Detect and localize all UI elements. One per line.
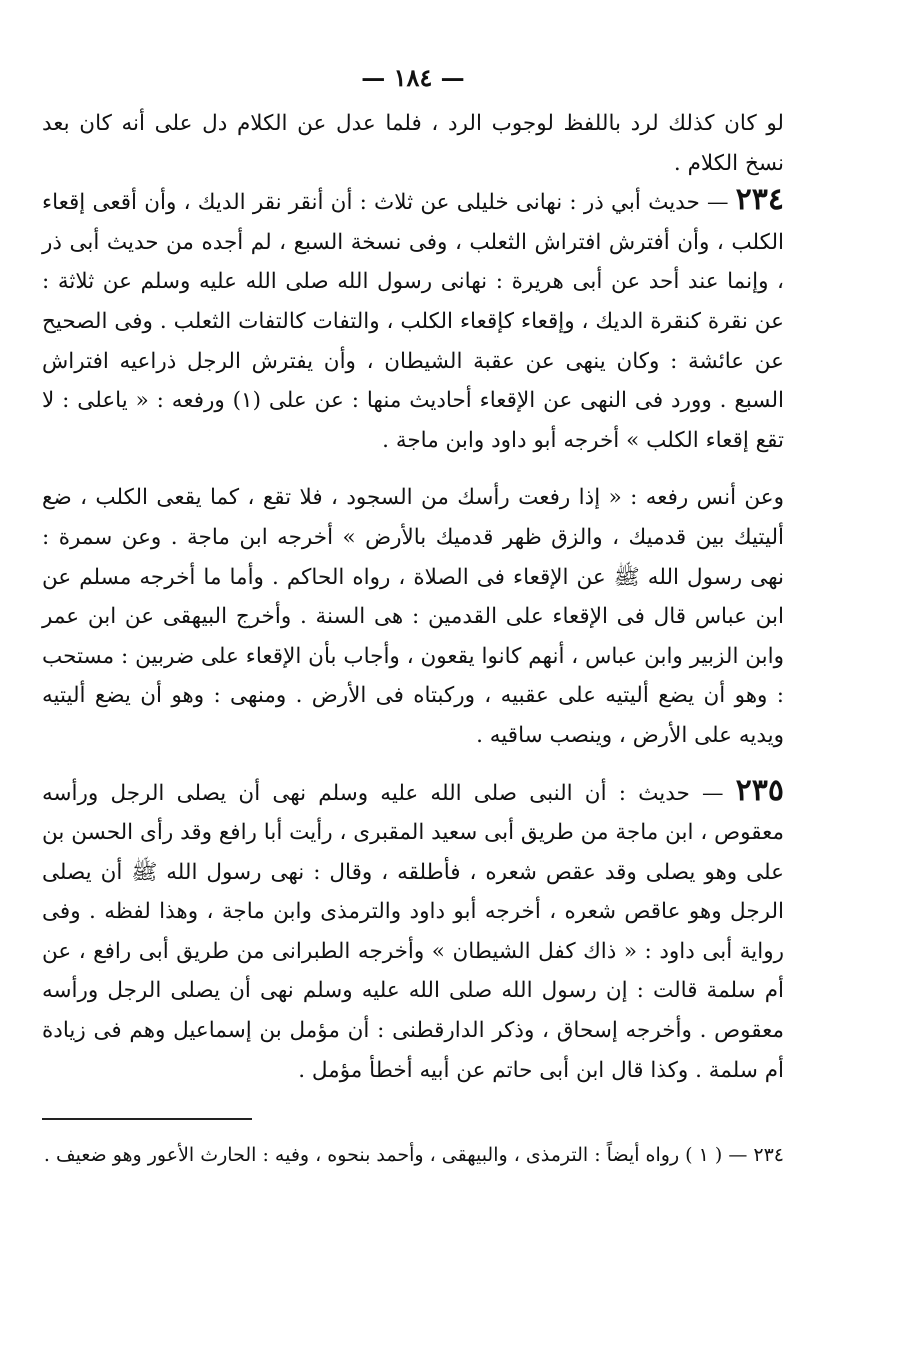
paragraph-text: وعن أنس رفعه : « إذا رفعت رأسك من السجود ، فلا تقع ، كما يقعى الكلب ، ضع أليتيك بين قدميك ، والزق ظهر قدميك بالأرض » أخرجه ابن ماجة . وعن سمرة : نهى رسول الله ﷺ عن الإقعاء فى الصلاة ، رواه الحاكم . وأما ما أخرجه مسلم عن ابن عباس قال فى الإقعاء على القدمين : هى السنة . وأخرج البيهقى عن ابن عمر وابن الزبير وابن عباس ، أنهم كانوا يقعون ، وأجاب بأن الإقعاء على ضربين : مستحب : وهو أن يضع أليتيه على عقبيه ، وركبتاه فى الأرض . ومنهى : وهو أن يضع أليتيه ويديه على الأرض ، وينصب ساقيه .: [42, 485, 784, 748]
paragraph-text: لو كان كذلك لرد باللفظ لوجوب الرد ، فلما عدل عن الكلام دل على أنه كان بعد نسخ الكلام .: [42, 111, 784, 176]
hadith-number: ٢٣٤: [735, 182, 784, 218]
paragraph-hadith-235: [42, 774, 784, 1091]
page-number: — ١٨٤ —: [361, 63, 465, 92]
paragraph-text: — حديث : أن النبى صلى الله عليه وسلم نهى أن يصلى الرجل ورأسه معقوص ، ابن ماجة من طريق أبى سعيد المقبرى ، رأيت أبا رافع وقد رأى الحسن بن على وهو يصلى وقد عقص شعره ، فأطلقه ، وقال : نهى رسول الله ﷺ أن يصلى الرجل وهو عاقص شعره ، أخرجه أبو داود والترمذى وابن ماجة ، وهذا لفظه . وفى رواية أبى داود : « ذاك كفل الشيطان » وأخرجه الطبرانى من طريق أبى رافع ، عن أم سلمة قالت : إن رسول الله صلى الله عليه وسلم نهى أن يصلى الرجل ورأسه معقوص . وأخرجه إسحاق ، وذكر الدارقطنى : أن مؤمل بن إسماعيل وهم فى زيادة أم سلمة . وكذا قال ابن أبى حاتم عن أبيه أخطأ مؤمل .: [42, 780, 784, 1083]
footnote-separator: [42, 1118, 252, 1120]
paragraph-text: — حديث أبي ذر : نهانى خليلى عن ثلاث : أن أنقر نقر الديك ، وأن أقعى إقعاء الكلب ، وأن أفترش افتراش الثعلب ، وفى نسخة السبع ، لم أجده من حديث أبى ذر ، وإنما عند أحد عن أبى هريرة : نهانى رسول الله صلى الله عليه وسلم عن ثلاثة : عن نقرة كنقرة الديك ، وإقعاء كإقعاء الكلب ، والتفات كالتفات الثعلب . وفى الصحيح عن عائشة : وكان ينهى عن عقبة الشيطان ، وأن يفترش الرجل ذراعيه افتراش السبع . وورد فى النهى عن الإقعاء أحاديث منها : عن على (١) ورفعه : « ياعلى : لا تقع إقعاء الكلب » أخرجه أبو داود وابن ماجة .: [42, 190, 784, 453]
hadith-number: ٢٣٥: [735, 772, 784, 808]
paragraph-hadith-234: [42, 183, 784, 460]
book-page: [42, 58, 784, 1338]
paragraph-anas: [42, 478, 784, 755]
footnote: ٢٣٤ — ( ١ ) رواه أيضاً : الترمذى ، والبيهقى ، وأحمد بنحوه ، وفيه : الحارث الأعور وهو ضعيف .: [43, 1144, 784, 1167]
paragraph-continuation: [42, 104, 784, 183]
